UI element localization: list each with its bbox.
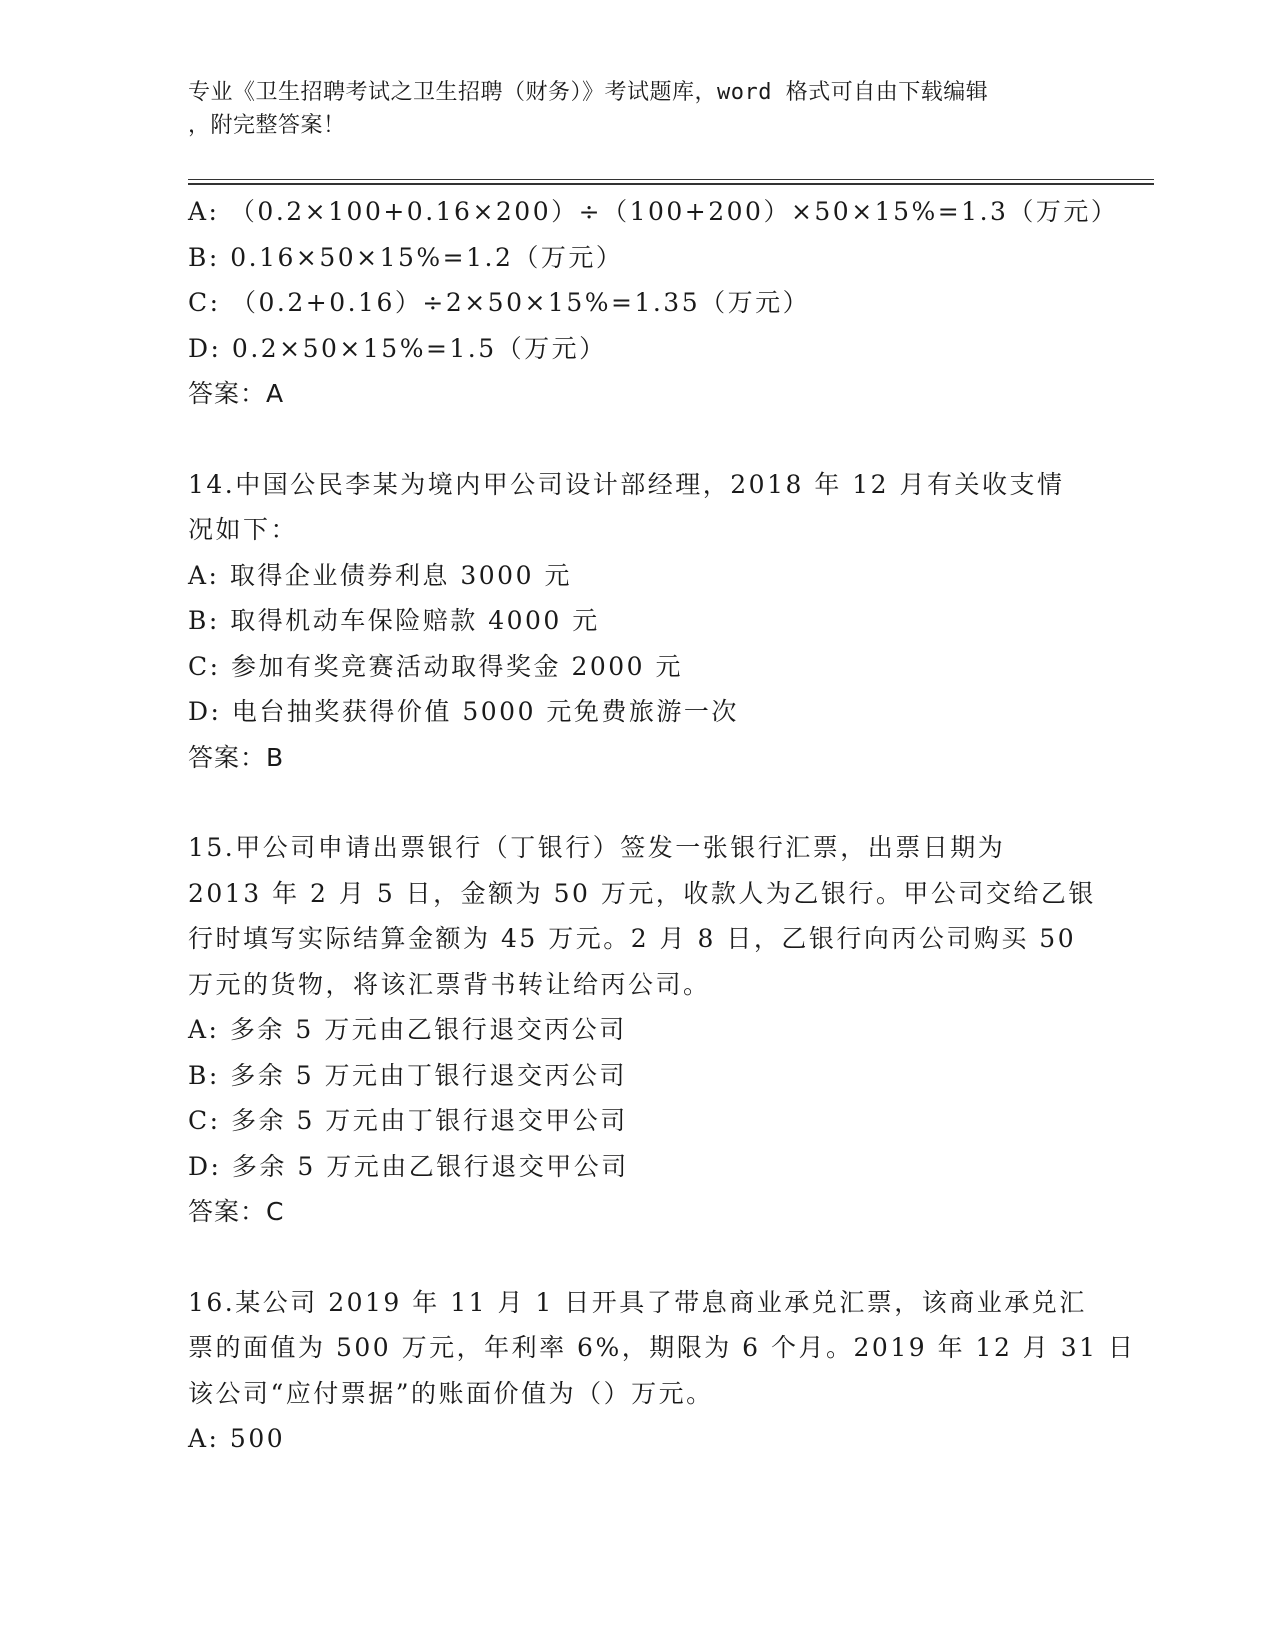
question-stem-line: 2013 年 2 月 5 日，金额为 50 万元，收款人为乙银行。甲公司交给乙银 bbox=[188, 878, 1096, 908]
option-b: B: 取得机动车保险赔款 4000 元 bbox=[188, 606, 600, 635]
option-d: D: 多余 5 万元由乙银行退交甲公司 bbox=[188, 1151, 629, 1181]
header-divider-bottom bbox=[188, 183, 1154, 185]
question-stem-line: 万元的货物，将该汇票背书转让给丙公司。 bbox=[188, 969, 711, 999]
question-stem-line: 该公司“应付票据”的账面价值为（）万元。 bbox=[188, 1378, 714, 1408]
option-b: B: 0.16×50×15%=1.2（万元） bbox=[188, 242, 624, 272]
question-stem-line: 14.中国公民李某为境内甲公司设计部经理，2018 年 12 月有关收支情 bbox=[188, 469, 1065, 499]
option-a: A: 500 bbox=[188, 1424, 286, 1453]
answer: 答案：A bbox=[188, 379, 285, 408]
option-a: A: 多余 5 万元由乙银行退交丙公司 bbox=[188, 1015, 627, 1044]
question-stem-line: 况如下： bbox=[188, 515, 299, 544]
option-a: A: （0.2×100+0.16×200）÷（100+200）×50×15%=1.3（万元） bbox=[188, 197, 1119, 226]
question-stem-line: 16.某公司 2019 年 11 月 1 日开具了带息商业承兑汇票，该商业承兑汇 bbox=[188, 1287, 1087, 1317]
option-c: C: （0.2+0.16）÷2×50×15%=1.35（万元） bbox=[188, 288, 811, 317]
answer: 答案：C bbox=[188, 1197, 285, 1226]
question-16 bbox=[188, 1280, 1136, 1462]
question-list bbox=[188, 189, 1136, 1462]
option-d: D: 电台抽奖获得价值 5000 元免费旅游一次 bbox=[188, 697, 739, 726]
question-stem-line: 行时填写实际结算金额为 45 万元。2 月 8 日，乙银行向丙公司购买 50 bbox=[188, 924, 1077, 953]
option-b: B: 多余 5 万元由丁银行退交丙公司 bbox=[188, 1060, 628, 1090]
document-header bbox=[188, 76, 1078, 142]
question-14 bbox=[188, 462, 1088, 781]
question-15 bbox=[188, 825, 1096, 1235]
question-stem-line: 票的面值为 500 万元，年利率 6%，期限为 6 个月。2019 年 12 月 31 日 bbox=[188, 1333, 1136, 1362]
header-line-2: ，附完整答案！ bbox=[188, 113, 346, 138]
option-a: A: 取得企业债券利息 3000 元 bbox=[188, 560, 572, 590]
header-line-1: 专业《卫生招聘考试之卫生招聘（财务）》考试题库，word 格式可自由下载编辑 bbox=[188, 80, 989, 105]
spacer bbox=[188, 417, 1088, 462]
spacer bbox=[188, 780, 1088, 825]
option-c: C: 参加有奖竞赛活动取得奖金 2000 元 bbox=[188, 651, 684, 681]
option-d: D: 0.2×50×15%=1.5（万元） bbox=[188, 333, 607, 363]
answer: 答案：B bbox=[188, 742, 285, 772]
spacer bbox=[188, 1235, 1088, 1280]
header-divider-top bbox=[188, 179, 1154, 180]
question-13 bbox=[188, 189, 1119, 417]
option-c: C: 多余 5 万元由丁银行退交甲公司 bbox=[188, 1106, 628, 1135]
question-stem-line: 15.甲公司申请出票银行（丁银行）签发一张银行汇票，出票日期为 bbox=[188, 833, 1006, 862]
